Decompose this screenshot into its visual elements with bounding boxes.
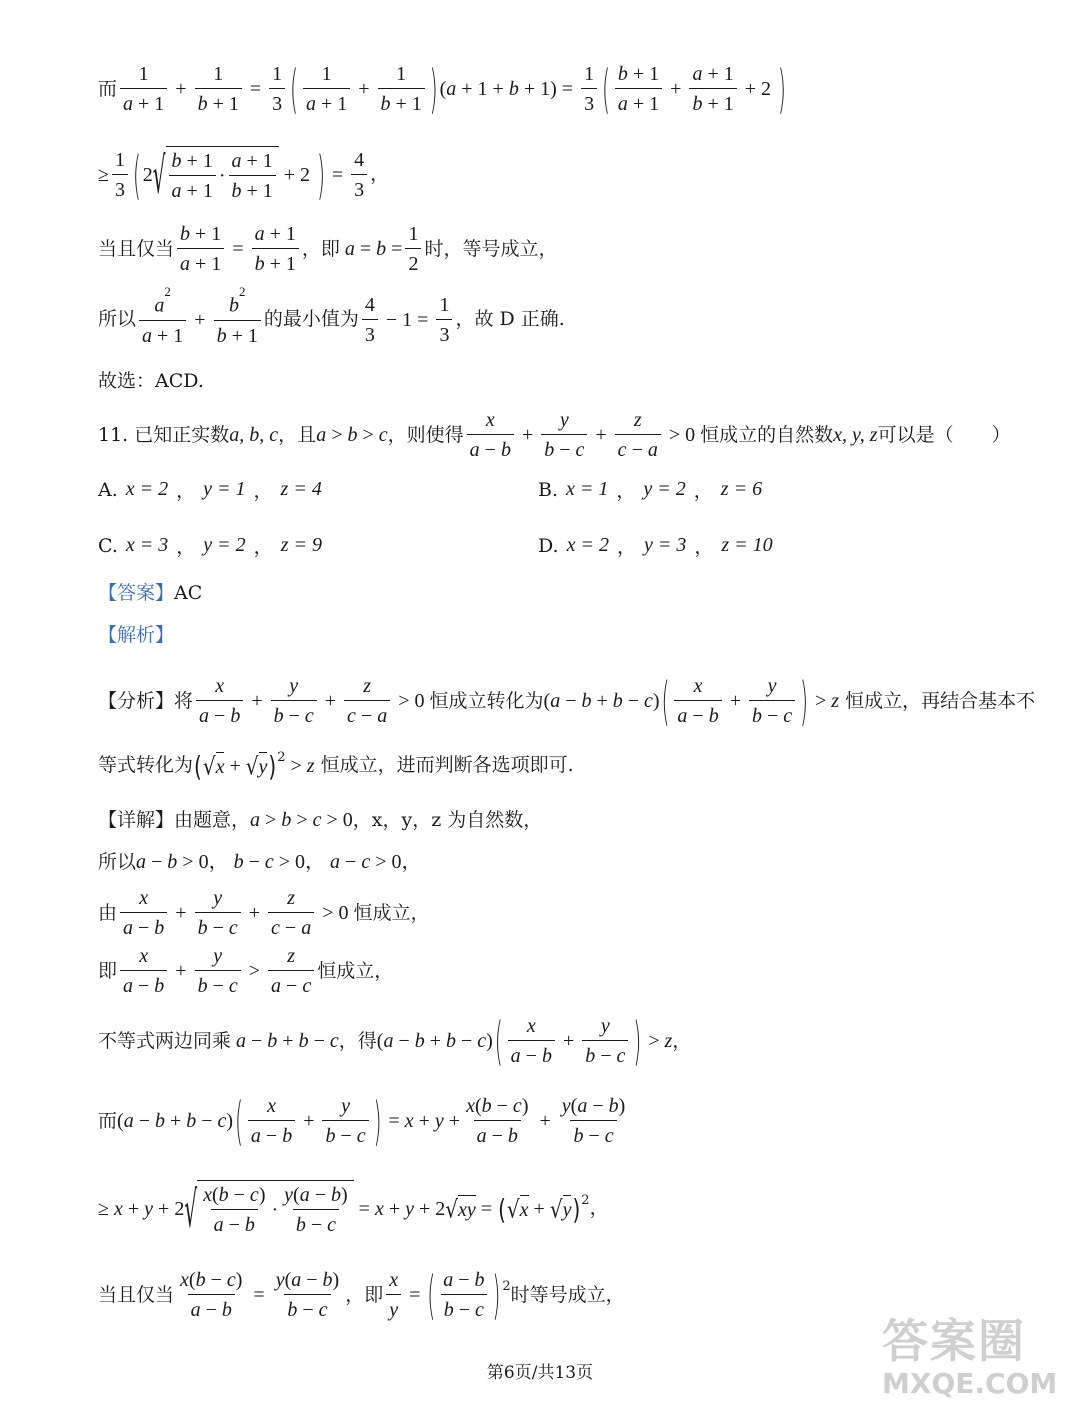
- xiangjie-line-6: 而 (a − b + b − c) ( $\frac{x}{a - b}$ + $\frac{y}{b - c}$ ) = x + y + $\frac{x(b - c)}{a - b}$ + $\frac{y(a - b)}{b - c}$: [98, 1089, 626, 1153]
- xiangjie-line-5: 不等式两边同乘 a − b + b − c ，得 (a − b + b − c) ( $\frac{x}{a - b}$ + $\frac{y}{b - c}$ ) > z ，: [98, 1009, 692, 1073]
- xiangjie-line-3: 由 $\frac{x}{a - b}$ + $\frac{y}{b - c}$ + $\frac{z}{c - a}$ > 0 恒成立，: [98, 887, 430, 939]
- answer-value: AC: [174, 582, 203, 604]
- analysis-tag: 【解析】: [98, 624, 175, 646]
- option-d[interactable]: D. x = 2 ， y = 3 ， z = 10: [538, 534, 773, 558]
- fenxi-line-1: 【分析】 将 $\frac{x}{a - b}$ + $\frac{y}{b - c}$ + $\frac{z}{c - a}$ > 0 恒成立转化为 (a − b + b − c) ( $\frac{x}{a - b}$ + $\frac{y}{b - c}$ ) > z 恒成立，再结合基本不: [98, 669, 1036, 733]
- option-a[interactable]: A. x = 2 ， y = 1 ， z = 4: [98, 478, 322, 502]
- page-footer: 第6页/共13页: [486, 1363, 594, 1383]
- xiangjie-line-2: 所以 a − b > 0， b − c > 0， a − c > 0，: [98, 850, 422, 873]
- solution-line-2: ≥ $\frac{1}{3}$ ( 2 √ $\frac{b + 1}{a + 1}$ · $\frac{a + 1}{b + 1}$ + 2 ) = $\frac{4}{3}$ ，: [98, 143, 390, 206]
- answer-line: [98, 582, 202, 605]
- watermark-logo: 答案圈 MXQE.COM: [882, 1314, 1058, 1400]
- answer-tag: 【答案】: [98, 582, 175, 604]
- options-row-2: [98, 532, 998, 559]
- solution-line-4: 所以 $\frac{a^2}{a + 1}$ + $\frac{b^2}{b + 1}$ 的最小值为 $\frac{4}{3}$ − 1 = $\frac{1}{3}$ ，故 D 正确.: [98, 284, 565, 347]
- xiangjie-line-8: 当且仅当 $\frac{x(b - c)}{a - b}$ = $\frac{y(a - b)}{b - c}$ ，即 $\frac{x}{y}$ = ( $\frac{a - b}{b - c}$ ) 2 时等号成立，: [98, 1263, 625, 1327]
- xiangjie-line-4: 即 $\frac{x}{a - b}$ + $\frac{y}{b - c}$ > $\frac{z}{a - c}$ 恒成立，: [98, 945, 394, 997]
- solution-conclusion: 故选：ACD.: [98, 370, 204, 392]
- solution-line-3: 当且仅当 $\frac{b + 1}{a + 1}$ = $\frac{a + 1}{b + 1}$ ，即 a = b = $\frac{1}{2}$ 时，等号成立，: [98, 223, 558, 275]
- options-row-1: [98, 476, 998, 503]
- option-b[interactable]: B. x = 1 ， y = 2 ， z = 6: [538, 478, 763, 502]
- fenxi-line-2: 等式转化为 ( √ x + √ y ) 2 > z 恒成立，进而判断各选项即可.: [98, 748, 574, 783]
- xiangjie-line-1: 【详解】 由题意， a > b > c > 0 ，x，y，z 为自然数，: [98, 808, 543, 831]
- solution-line-1: 而 $\frac{1}{a + 1}$ + $\frac{1}{b + 1}$ = $\frac{1}{3}$ ( $\frac{1}{a + 1}$ + $\frac{1}{b + 1}$ ) (a + 1 + b + 1) = $\frac{1}{3}$ ( $\frac{b + 1}{a + 1}$ + $\frac{a + 1}{b + 1}$ + 2 ): [98, 57, 786, 121]
- question-11-stem: 11. 已知正实数 a, b, c ，且 a > b > c ，则使得 $\frac{x}{a - b}$ + $\frac{y}{b - c}$ + $\frac{z}{c - a}$ > 0 恒成立的自然数 x, y, z 可以是（ ）: [98, 409, 1011, 461]
- xiangjie-line-7: ≥ x + y + 2 √ $\frac{x(b - c)}{a - b}$ · $\frac{y(a - b)}{b - c}$ = x + y + 2 √ xy = ( √ x + √ y ) 2 ，: [98, 1178, 609, 1239]
- option-c[interactable]: C. x = 3 ， y = 2 ， z = 9: [98, 534, 322, 558]
